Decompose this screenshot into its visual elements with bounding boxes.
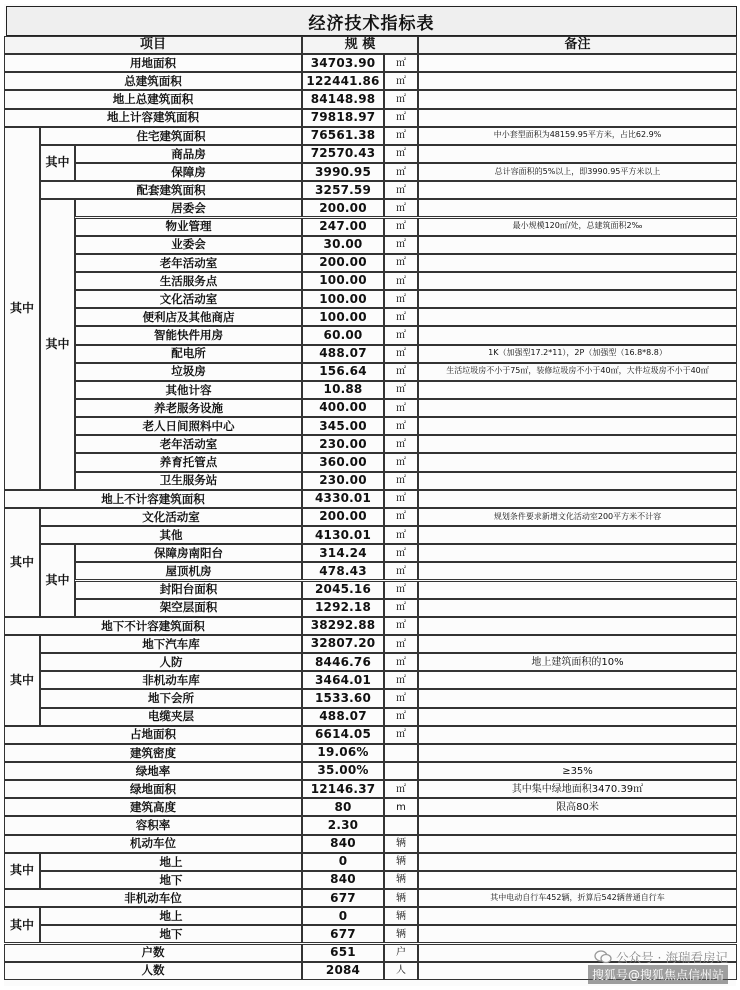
row-value: 10.88 (302, 381, 384, 399)
row-note (418, 708, 737, 726)
row-note (418, 399, 737, 417)
row-note: ≥35% (418, 762, 737, 780)
row-value: 0 (302, 853, 384, 871)
row-label: 文化活动室 (75, 290, 302, 308)
row-note (418, 671, 737, 689)
row-note (418, 490, 737, 508)
row-note (418, 599, 737, 617)
row-unit: ㎡ (384, 236, 418, 254)
header-scale: 规 模 (302, 36, 418, 54)
row-unit: 辆 (384, 853, 418, 871)
row-label: 总建筑面积 (4, 72, 302, 90)
row-unit: ㎡ (384, 562, 418, 580)
row-note (418, 472, 737, 490)
row-label: 老人日间照料中心 (75, 417, 302, 435)
row-label: 保障房 (75, 163, 302, 181)
row-label: 地上总建筑面积 (4, 90, 302, 108)
row-value: 60.00 (302, 326, 384, 344)
row-note: 最小规模120㎡/处，总建筑面积2‰ (418, 218, 737, 236)
group-label-qizhong: 其中 (40, 145, 75, 181)
row-value: 100.00 (302, 290, 384, 308)
row-label: 户数 (4, 944, 302, 962)
group-label-qizhong: 其中 (4, 853, 40, 889)
row-note (418, 236, 737, 254)
row-note: 总计容面积的5%以上，即3990.95平方米以上 (418, 163, 737, 181)
wechat-watermark-text: 公众号 · 海瑞看房记 (616, 950, 728, 965)
row-value: 345.00 (302, 417, 384, 435)
row-note: 其中电动自行车452辆，折算后542辆普通自行车 (418, 889, 737, 907)
row-value: 3990.95 (302, 163, 384, 181)
row-unit: ㎡ (384, 435, 418, 453)
row-label: 占地面积 (4, 726, 302, 744)
row-value: 1292.18 (302, 599, 384, 617)
row-value: 100.00 (302, 272, 384, 290)
row-value: 19.06% (302, 744, 384, 762)
row-label: 老年活动室 (75, 254, 302, 272)
row-unit: ㎡ (384, 363, 418, 381)
row-unit: ㎡ (384, 726, 418, 744)
row-label: 地下汽车库 (40, 635, 302, 653)
row-unit: 户 (384, 944, 418, 962)
row-label: 建筑高度 (4, 798, 302, 816)
row-value: 35.00% (302, 762, 384, 780)
row-unit: ㎡ (384, 780, 418, 798)
row-label: 配套建筑面积 (40, 181, 302, 199)
row-note (418, 109, 737, 127)
row-note (418, 925, 737, 943)
row-note (418, 816, 737, 834)
row-value: 79818.97 (302, 109, 384, 127)
row-unit: ㎡ (384, 544, 418, 562)
row-label: 非机动车库 (40, 671, 302, 689)
row-unit: ㎡ (384, 599, 418, 617)
row-note (418, 581, 737, 599)
row-note: 中小套型面积为48159.95平方米，占比62.9% (418, 127, 737, 145)
row-value: 34703.90 (302, 54, 384, 72)
row-label: 机动车位 (4, 835, 302, 853)
row-note (418, 689, 737, 707)
row-label: 人防 (40, 653, 302, 671)
row-unit: ㎡ (384, 308, 418, 326)
row-value: 400.00 (302, 399, 384, 417)
wechat-icon (594, 950, 612, 964)
row-label: 配电所 (75, 345, 302, 363)
row-value: 100.00 (302, 308, 384, 326)
row-label: 养育托管点 (75, 453, 302, 471)
row-value: 360.00 (302, 453, 384, 471)
row-note: 生活垃圾房不小于75㎡，装修垃圾房不小于40㎡，大件垃圾房不小于40㎡ (418, 363, 737, 381)
row-note (418, 453, 737, 471)
row-value: 247.00 (302, 218, 384, 236)
row-value: 84148.98 (302, 90, 384, 108)
row-value: 32807.20 (302, 635, 384, 653)
row-note (418, 381, 737, 399)
row-unit: ㎡ (384, 109, 418, 127)
row-unit: 辆 (384, 889, 418, 907)
row-value: 200.00 (302, 199, 384, 217)
row-label: 用地面积 (4, 54, 302, 72)
indicator-table (4, 4, 736, 986)
row-label: 地上计容建筑面积 (4, 109, 302, 127)
row-value: 72570.43 (302, 145, 384, 163)
row-value: 2045.16 (302, 581, 384, 599)
row-unit: ㎡ (384, 290, 418, 308)
row-unit (384, 744, 418, 762)
row-value: 230.00 (302, 435, 384, 453)
row-label: 老年活动室 (75, 435, 302, 453)
row-value: 38292.88 (302, 617, 384, 635)
row-label: 文化活动室 (40, 508, 302, 526)
row-label: 绿地面积 (4, 780, 302, 798)
row-label: 建筑密度 (4, 744, 302, 762)
row-value: 840 (302, 835, 384, 853)
row-unit: ㎡ (384, 635, 418, 653)
row-value: 6614.05 (302, 726, 384, 744)
row-note (418, 326, 737, 344)
row-note (418, 744, 737, 762)
row-unit: ㎡ (384, 326, 418, 344)
row-label: 垃圾房 (75, 363, 302, 381)
row-label: 商品房 (75, 145, 302, 163)
row-note (418, 290, 737, 308)
row-note (418, 726, 737, 744)
row-label: 地上 (40, 907, 302, 925)
row-unit: ㎡ (384, 671, 418, 689)
row-label: 容积率 (4, 816, 302, 834)
row-unit: ㎡ (384, 617, 418, 635)
row-label: 养老服务设施 (75, 399, 302, 417)
row-label: 封阳台面积 (75, 581, 302, 599)
row-unit: ㎡ (384, 581, 418, 599)
row-label: 非机动车位 (4, 889, 302, 907)
row-value: 677 (302, 889, 384, 907)
row-label: 地下不计容建筑面积 (4, 617, 302, 635)
row-unit: 辆 (384, 871, 418, 889)
row-unit: ㎡ (384, 490, 418, 508)
row-value: 478.43 (302, 562, 384, 580)
row-label: 地上 (40, 853, 302, 871)
row-label: 绿地率 (4, 762, 302, 780)
row-label: 其他 (40, 526, 302, 544)
row-label: 生活服务点 (75, 272, 302, 290)
row-unit: ㎡ (384, 708, 418, 726)
row-value: 840 (302, 871, 384, 889)
row-unit: ㎡ (384, 653, 418, 671)
row-note (418, 308, 737, 326)
row-unit: ㎡ (384, 90, 418, 108)
row-label: 住宅建筑面积 (40, 127, 302, 145)
row-note: 1K（加强型17.2*11），2P（加强型（16.8*8.8） (418, 345, 737, 363)
table-title: 经济技术指标表 (6, 6, 737, 36)
row-note (418, 54, 737, 72)
row-unit: ㎡ (384, 272, 418, 290)
row-label: 地下 (40, 925, 302, 943)
row-unit: ㎡ (384, 472, 418, 490)
row-note (418, 907, 737, 925)
row-value: 677 (302, 925, 384, 943)
row-unit (384, 762, 418, 780)
group-label-qizhong: 其中 (4, 127, 40, 490)
row-note (418, 272, 737, 290)
row-label: 便利店及其他商店 (75, 308, 302, 326)
row-label: 地下会所 (40, 689, 302, 707)
row-label: 架空层面积 (75, 599, 302, 617)
row-label: 人数 (4, 962, 302, 980)
row-note: 地上建筑面积的10% (418, 653, 737, 671)
header-remark: 备注 (418, 36, 737, 54)
row-unit: ㎡ (384, 399, 418, 417)
row-value: 30.00 (302, 236, 384, 254)
row-unit: ㎡ (384, 254, 418, 272)
row-note (418, 254, 737, 272)
row-value: 200.00 (302, 254, 384, 272)
row-note (418, 199, 737, 217)
wechat-watermark (594, 948, 728, 966)
row-unit: ㎡ (384, 127, 418, 145)
row-unit: ㎡ (384, 526, 418, 544)
row-label: 地上不计容建筑面积 (4, 490, 302, 508)
group-label-qizhong: 其中 (40, 544, 75, 617)
group-label-qizhong: 其中 (4, 635, 40, 726)
row-unit: ㎡ (384, 218, 418, 236)
row-value: 3257.59 (302, 181, 384, 199)
row-note (418, 635, 737, 653)
row-note (418, 835, 737, 853)
row-value: 3464.01 (302, 671, 384, 689)
row-unit: ㎡ (384, 381, 418, 399)
row-value: 80 (302, 798, 384, 816)
row-unit: ㎡ (384, 345, 418, 363)
row-note (418, 871, 737, 889)
row-note (418, 145, 737, 163)
row-note (418, 526, 737, 544)
row-note (418, 544, 737, 562)
row-unit (384, 816, 418, 834)
row-value: 8446.76 (302, 653, 384, 671)
row-label: 业委会 (75, 236, 302, 254)
row-note: 限高80米 (418, 798, 737, 816)
row-note (418, 617, 737, 635)
row-value: 200.00 (302, 508, 384, 526)
row-unit: 辆 (384, 835, 418, 853)
row-label: 其他计容 (75, 381, 302, 399)
row-unit: m (384, 798, 418, 816)
row-unit: ㎡ (384, 689, 418, 707)
group-label-qizhong: 其中 (4, 508, 40, 617)
row-label: 电缆夹层 (40, 708, 302, 726)
header-item: 项目 (4, 36, 302, 54)
row-label: 卫生服务站 (75, 472, 302, 490)
row-note: 规划条件要求新增文化活动室200平方米不计容 (418, 508, 737, 526)
row-note (418, 72, 737, 90)
row-unit: ㎡ (384, 199, 418, 217)
row-unit: ㎡ (384, 72, 418, 90)
row-value: 4330.01 (302, 490, 384, 508)
row-value: 2084 (302, 962, 384, 980)
row-unit: 人 (384, 962, 418, 980)
row-note (418, 562, 737, 580)
row-label: 物业管理 (75, 218, 302, 236)
row-note (418, 853, 737, 871)
row-label: 屋顶机房 (75, 562, 302, 580)
row-note (418, 417, 737, 435)
row-note: 其中集中绿地面积3470.39㎡ (418, 780, 737, 798)
row-value: 651 (302, 944, 384, 962)
row-value: 76561.38 (302, 127, 384, 145)
row-note (418, 181, 737, 199)
row-unit: ㎡ (384, 181, 418, 199)
group-label-qizhong: 其中 (4, 907, 40, 943)
row-label: 居委会 (75, 199, 302, 217)
row-value: 1533.60 (302, 689, 384, 707)
row-value: 230.00 (302, 472, 384, 490)
row-value: 156.64 (302, 363, 384, 381)
row-value: 12146.37 (302, 780, 384, 798)
group-label-qizhong: 其中 (40, 199, 75, 489)
row-note (418, 90, 737, 108)
row-value: 488.07 (302, 708, 384, 726)
sohu-watermark: 搜狐号@搜狐焦点信州站 (588, 965, 728, 984)
row-unit: ㎡ (384, 453, 418, 471)
row-value: 2.30 (302, 816, 384, 834)
row-label: 地下 (40, 871, 302, 889)
row-value: 4130.01 (302, 526, 384, 544)
row-value: 314.24 (302, 544, 384, 562)
row-unit: ㎡ (384, 145, 418, 163)
row-value: 488.07 (302, 345, 384, 363)
row-unit: ㎡ (384, 163, 418, 181)
row-value: 122441.86 (302, 72, 384, 90)
row-value: 0 (302, 907, 384, 925)
row-note (418, 435, 737, 453)
row-unit: ㎡ (384, 508, 418, 526)
row-label: 保障房南阳台 (75, 544, 302, 562)
row-unit: ㎡ (384, 54, 418, 72)
row-unit: ㎡ (384, 417, 418, 435)
row-unit: 辆 (384, 925, 418, 943)
row-label: 智能快件用房 (75, 326, 302, 344)
row-unit: 辆 (384, 907, 418, 925)
